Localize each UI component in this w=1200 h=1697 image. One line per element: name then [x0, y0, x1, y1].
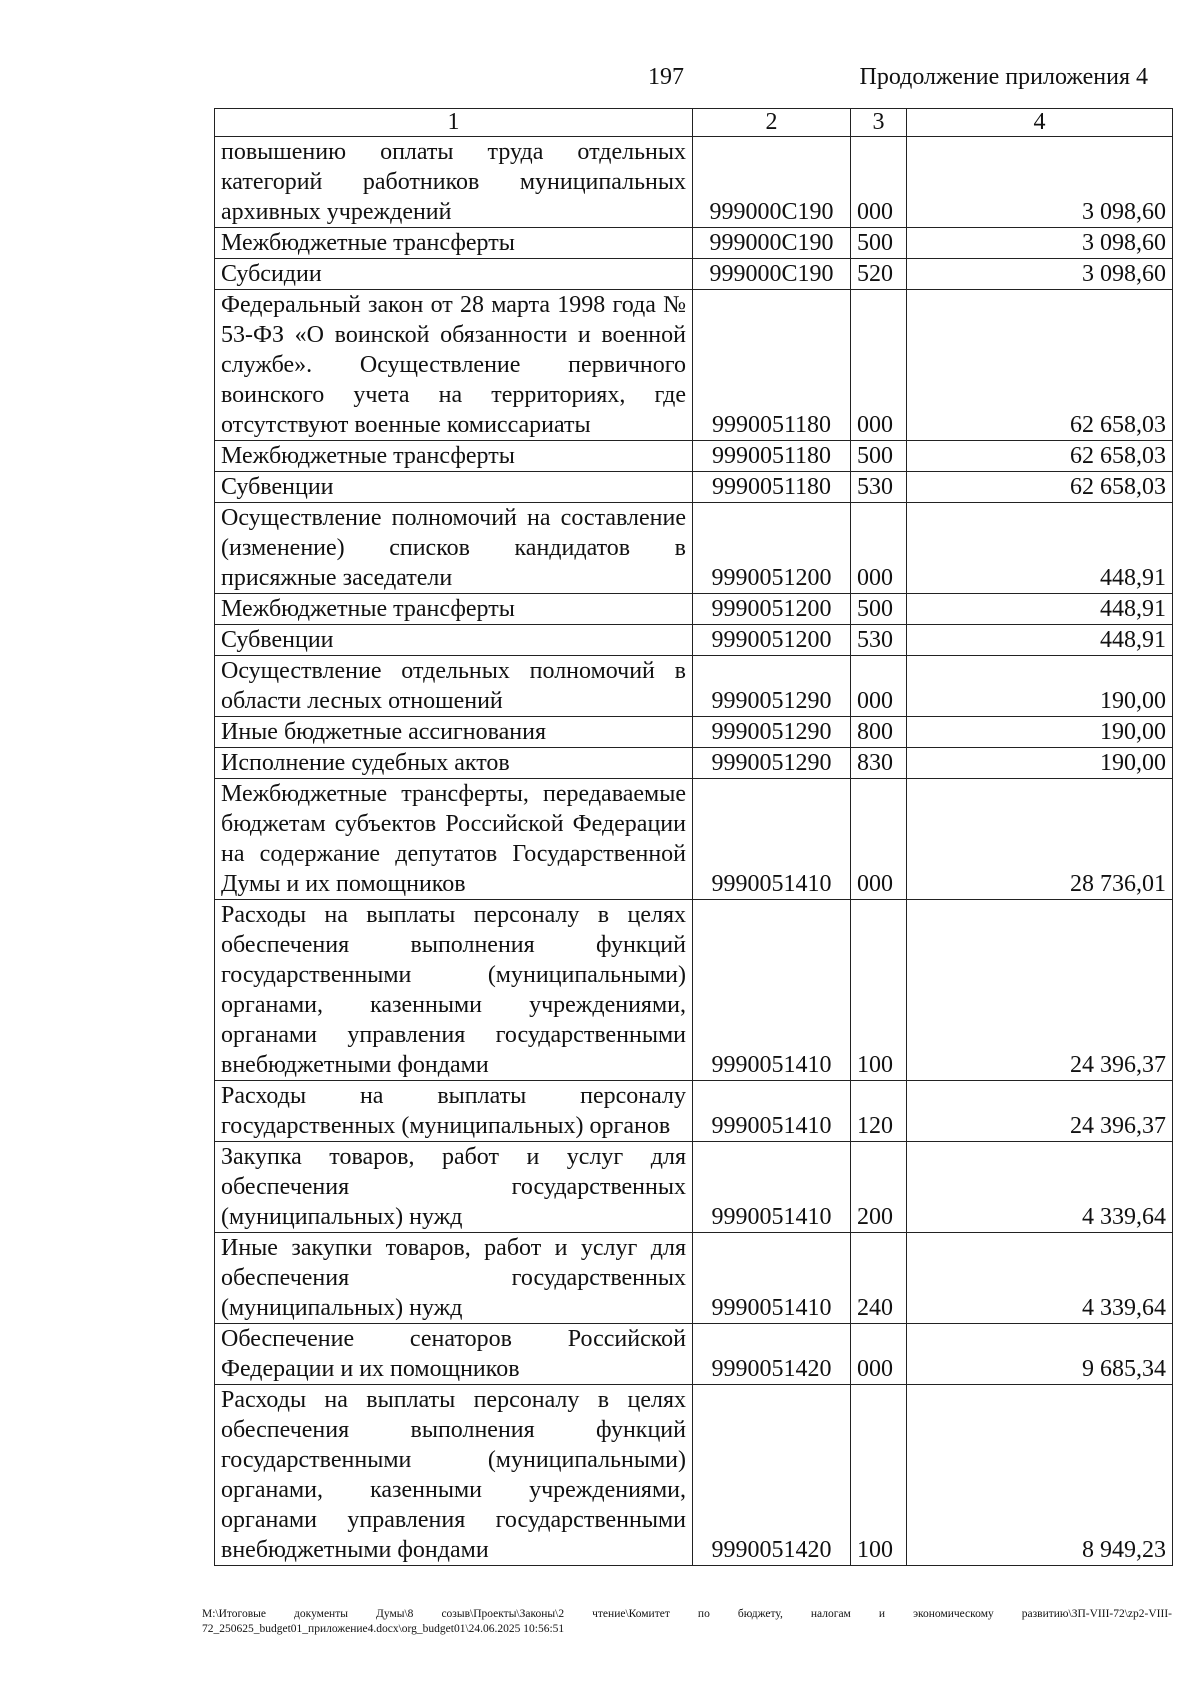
row-name-cell: Закупка товаров, работ и услуг для обеспечения государственных (муниципальных) нужд	[215, 1142, 693, 1233]
table-row	[215, 717, 1173, 748]
row-name-cell: Расходы на выплаты персоналу в целях обеспечения выполнения функций государственными (муниципальными) органами, казенными учреждениями, органами управления государственными внебюджетными фондами	[215, 900, 693, 1081]
row-code-cell: 999000С190	[693, 137, 851, 228]
row-expense-type-cell: 000	[851, 656, 907, 717]
table-row	[215, 656, 1173, 717]
row-name-cell: Иные закупки товаров, работ и услуг для обеспечения государственных (муниципальных) нужд	[215, 1233, 693, 1324]
row-name-cell: Межбюджетные трансферты, передаваемые бюджетам субъектов Российской Федерации на содержание депутатов Государственной Думы и их помощников	[215, 779, 693, 900]
row-name-cell: Осуществление полномочий на составление (изменение) списков кандидатов в присяжные заседатели	[215, 503, 693, 594]
table-row	[215, 228, 1173, 259]
row-code-cell: 9990051180	[693, 472, 851, 503]
row-code-cell: 9990051180	[693, 441, 851, 472]
row-code-cell: 9990051290	[693, 656, 851, 717]
file-path-footer: M:\Итоговые документы Думы\8 созыв\Проекты\Законы\2 чтение\Комитет по бюджету, налогам и экономическому развитию\ЗП-VIII-72\zp2-VIII-72_250625_budget01_приложение4.docx\org_budget01\24.06.2025 10:56:51	[202, 1608, 1172, 1635]
row-sum-cell: 4 339,64	[907, 1233, 1173, 1324]
row-sum-cell: 448,91	[907, 503, 1173, 594]
row-code-cell: 9990051410	[693, 900, 851, 1081]
row-code-cell: 999000С190	[693, 228, 851, 259]
row-sum-cell: 8 949,23	[907, 1385, 1173, 1566]
row-name-cell: Обеспечение сенаторов Российской Федерации и их помощников	[215, 1324, 693, 1385]
row-sum-cell: 448,91	[907, 625, 1173, 656]
row-code-cell: 9990051290	[693, 748, 851, 779]
row-expense-type-cell: 240	[851, 1233, 907, 1324]
row-code-cell: 9990051410	[693, 1233, 851, 1324]
row-expense-type-cell: 000	[851, 1324, 907, 1385]
row-sum-cell: 3 098,60	[907, 228, 1173, 259]
row-sum-cell: 448,91	[907, 594, 1173, 625]
row-expense-type-cell: 000	[851, 779, 907, 900]
table-row	[215, 503, 1173, 594]
row-sum-cell: 3 098,60	[907, 137, 1173, 228]
table-row	[215, 748, 1173, 779]
table-row	[215, 1233, 1173, 1324]
table-row	[215, 290, 1173, 441]
table-row	[215, 441, 1173, 472]
row-sum-cell: 4 339,64	[907, 1142, 1173, 1233]
row-expense-type-cell: 000	[851, 503, 907, 594]
row-sum-cell: 190,00	[907, 748, 1173, 779]
row-expense-type-cell: 000	[851, 290, 907, 441]
row-expense-type-cell: 200	[851, 1142, 907, 1233]
table-row	[215, 594, 1173, 625]
row-name-cell: Субсидии	[215, 259, 693, 290]
table-header-row	[215, 109, 1173, 137]
row-sum-cell: 190,00	[907, 656, 1173, 717]
row-expense-type-cell: 800	[851, 717, 907, 748]
row-code-cell: 9990051180	[693, 290, 851, 441]
row-code-cell: 9990051290	[693, 717, 851, 748]
row-name-cell: Межбюджетные трансферты	[215, 441, 693, 472]
row-sum-cell: 62 658,03	[907, 290, 1173, 441]
row-code-cell: 9990051200	[693, 625, 851, 656]
appendix-title: Продолжение приложения 4	[859, 64, 1148, 90]
table-row	[215, 1324, 1173, 1385]
table-row	[215, 625, 1173, 656]
row-name-cell: Межбюджетные трансферты	[215, 228, 693, 259]
table-row	[215, 900, 1173, 1081]
table-body	[215, 137, 1173, 1566]
row-expense-type-cell: 100	[851, 1385, 907, 1566]
row-code-cell: 9990051410	[693, 1142, 851, 1233]
row-code-cell: 999000С190	[693, 259, 851, 290]
row-sum-cell: 24 396,37	[907, 900, 1173, 1081]
row-expense-type-cell: 500	[851, 228, 907, 259]
column-header: 2	[693, 109, 851, 137]
row-code-cell: 9990051420	[693, 1324, 851, 1385]
row-name-cell: Иные бюджетные ассигнования	[215, 717, 693, 748]
row-code-cell: 9990051200	[693, 594, 851, 625]
row-code-cell: 9990051410	[693, 1081, 851, 1142]
table-row	[215, 472, 1173, 503]
row-name-cell: Межбюджетные трансферты	[215, 594, 693, 625]
row-name-cell: Расходы на выплаты персоналу в целях обеспечения выполнения функций государственными (муниципальными) органами, казенными учреждениями, органами управления государственными внебюджетными фондами	[215, 1385, 693, 1566]
row-expense-type-cell: 530	[851, 625, 907, 656]
row-expense-type-cell: 100	[851, 900, 907, 1081]
budget-table	[214, 108, 1173, 1566]
table-row	[215, 1142, 1173, 1233]
row-expense-type-cell: 500	[851, 594, 907, 625]
row-name-cell: Расходы на выплаты персоналу государственных (муниципальных) органов	[215, 1081, 693, 1142]
row-code-cell: 9990051200	[693, 503, 851, 594]
row-sum-cell: 24 396,37	[907, 1081, 1173, 1142]
row-name-cell: Осуществление отдельных полномочий в области лесных отношений	[215, 656, 693, 717]
row-sum-cell: 62 658,03	[907, 472, 1173, 503]
row-sum-cell: 28 736,01	[907, 779, 1173, 900]
row-expense-type-cell: 520	[851, 259, 907, 290]
table-row	[215, 1385, 1173, 1566]
row-name-cell: повышению оплаты труда отдельных категорий работников муниципальных архивных учреждений	[215, 137, 693, 228]
row-expense-type-cell: 120	[851, 1081, 907, 1142]
table-row	[215, 259, 1173, 290]
row-sum-cell: 62 658,03	[907, 441, 1173, 472]
column-header: 1	[215, 109, 693, 137]
row-code-cell: 9990051410	[693, 779, 851, 900]
row-expense-type-cell: 000	[851, 137, 907, 228]
table-row	[215, 1081, 1173, 1142]
row-name-cell: Федеральный закон от 28 марта 1998 года № 53-ФЗ «О воинской обязанности и военной службе». Осуществление первичного воинского учета на территориях, где отсутствуют военные комиссариаты	[215, 290, 693, 441]
row-sum-cell: 190,00	[907, 717, 1173, 748]
row-sum-cell: 9 685,34	[907, 1324, 1173, 1385]
row-code-cell: 9990051420	[693, 1385, 851, 1566]
row-name-cell: Субвенции	[215, 625, 693, 656]
table-row	[215, 137, 1173, 228]
row-name-cell: Исполнение судебных актов	[215, 748, 693, 779]
column-header: 3	[851, 109, 907, 137]
row-sum-cell: 3 098,60	[907, 259, 1173, 290]
row-expense-type-cell: 530	[851, 472, 907, 503]
column-header: 4	[907, 109, 1173, 137]
row-expense-type-cell: 830	[851, 748, 907, 779]
row-name-cell: Субвенции	[215, 472, 693, 503]
table-row	[215, 779, 1173, 900]
page-number: 197	[648, 64, 684, 90]
row-expense-type-cell: 500	[851, 441, 907, 472]
